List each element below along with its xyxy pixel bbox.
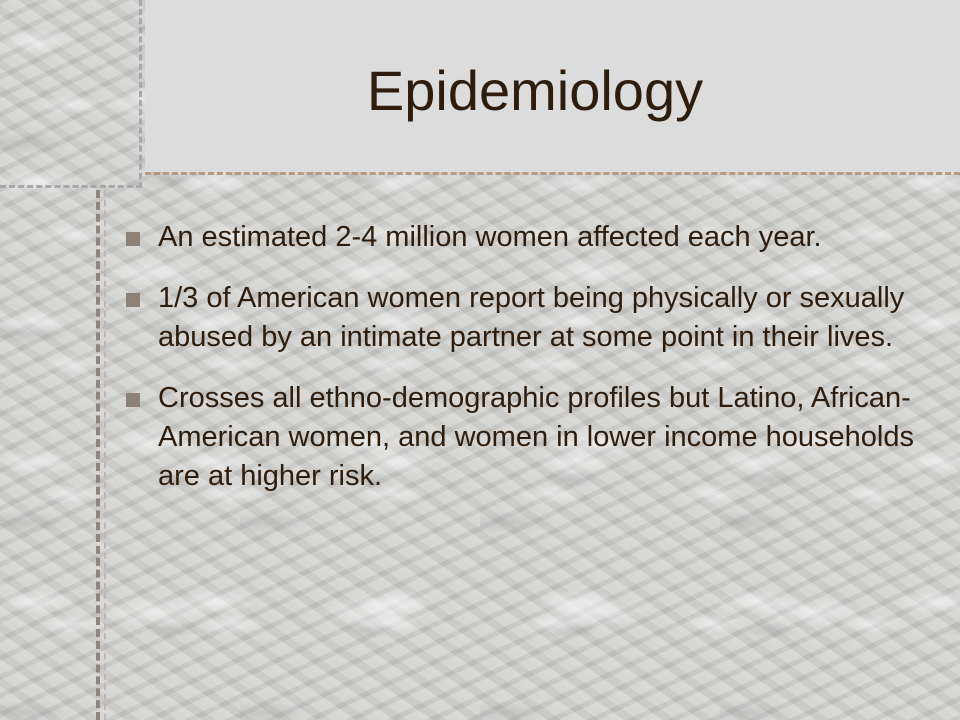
bullet-list xyxy=(126,218,926,518)
square-bullet-icon xyxy=(126,232,140,246)
bullet-text: Crosses all ethno-demographic profiles but Latino, African-American women, and women in lower income households are at higher risk. xyxy=(158,382,914,492)
corner-decoration xyxy=(0,0,142,188)
side-rule xyxy=(96,190,100,720)
title-divider xyxy=(145,172,960,175)
bullet-text: An estimated 2-4 million women affected each year. xyxy=(158,221,822,253)
bullet-item xyxy=(126,279,926,357)
square-bullet-icon xyxy=(126,293,140,307)
side-rule-accent xyxy=(104,190,106,720)
bullet-item xyxy=(126,218,926,257)
square-bullet-icon xyxy=(126,393,140,407)
bullet-text: 1/3 of American women report being physically or sexually abused by an intimate partner at some point in their lives. xyxy=(158,282,905,353)
bullet-item xyxy=(126,379,926,496)
slide-title: Epidemiology xyxy=(366,59,704,122)
